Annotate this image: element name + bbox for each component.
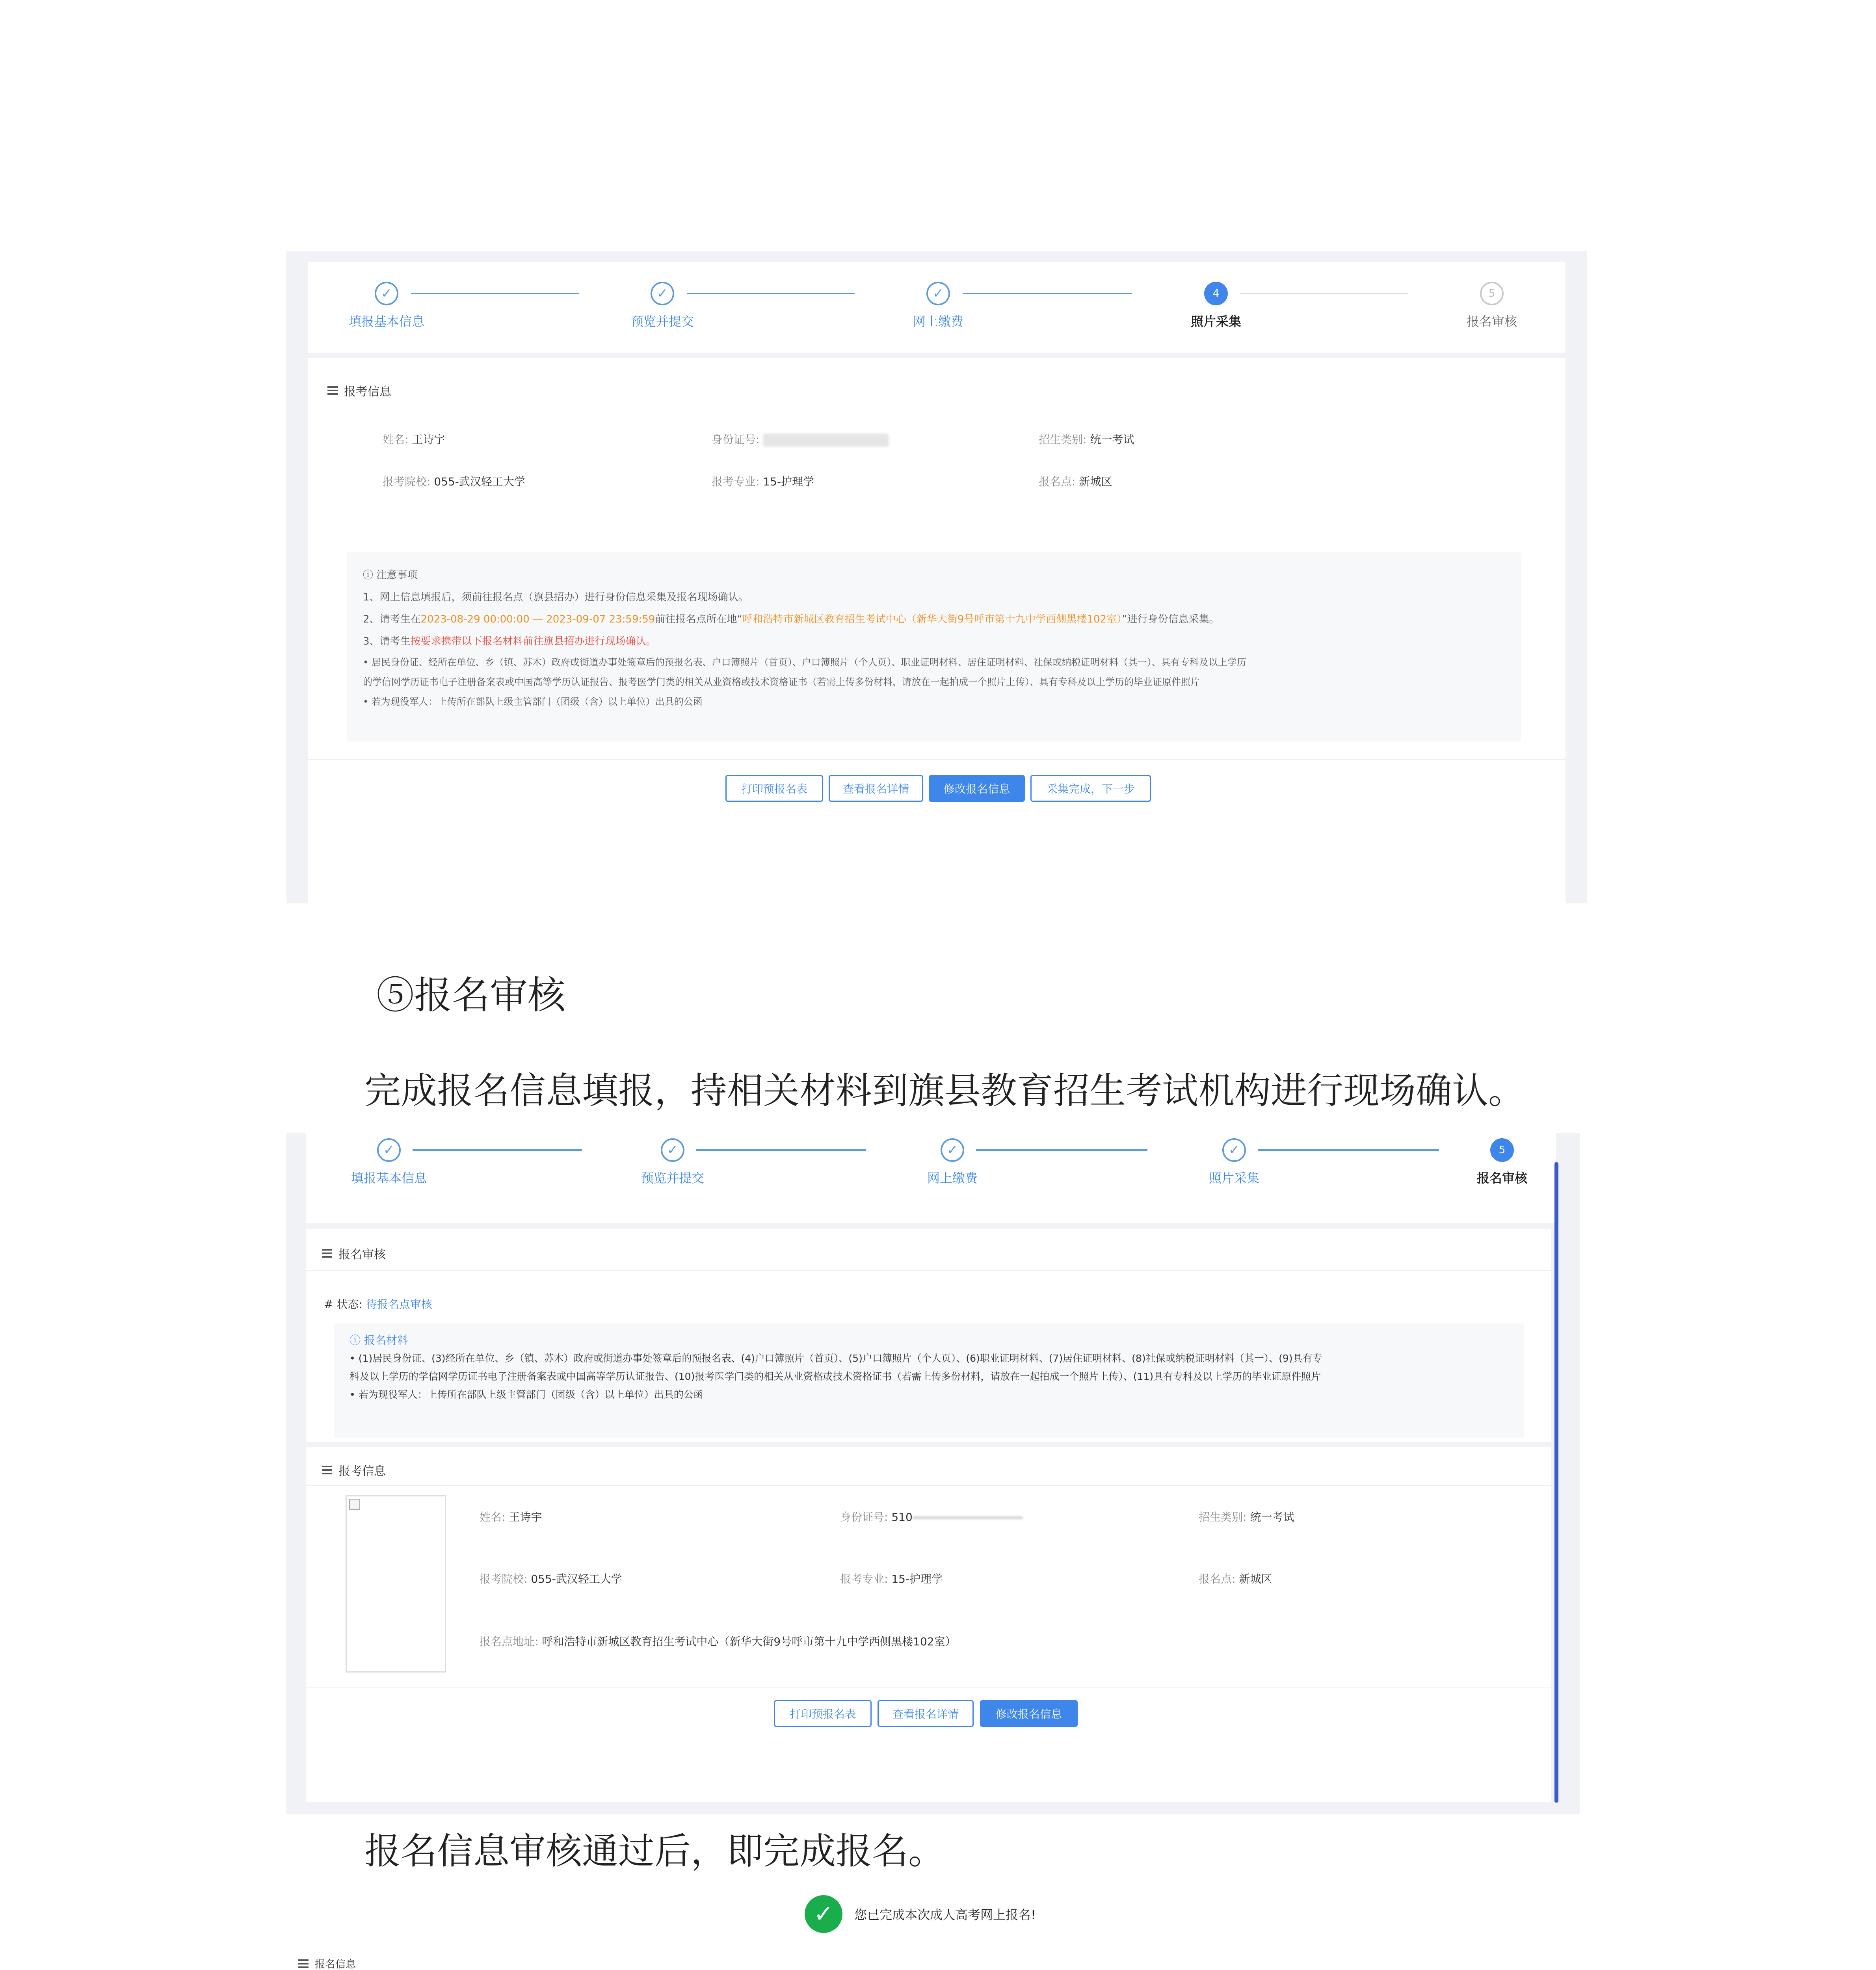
field-name: 姓名: 王诗宇 (480, 1511, 542, 1524)
step-fill-info[interactable]: ✓ 填报基本信息 (308, 282, 465, 330)
notice-line-3: 3、请考生按要求携带以下报名材料前往旗县招办进行现场确认。 (363, 636, 656, 647)
step-photo-collection[interactable]: 4 照片采集 (1137, 282, 1295, 330)
notice-line-5: 的学信网学历证书电子注册备案表或中国高等学历认证报告、报考医学门类的相关从业资格或技术资格证书（若需上传多份材料，请放在一起拍成一个照片上传）、具有专科及以上学历的毕业证原件照片 (363, 676, 1200, 688)
step-photo-collection[interactable]: ✓ 照片采集 (1155, 1138, 1313, 1186)
stepper-card (306, 1133, 1556, 1223)
print-preregistration-button[interactable]: 打印预报名表 (725, 775, 823, 802)
section-title-registration-info: 报名信息 (298, 1956, 356, 1970)
field-site: 报名点: 新城区 (1039, 475, 1112, 488)
materials-title: ⓘ 报名材料 (350, 1334, 408, 1347)
field-school: 报考院校: 055-武汉轻工大学 (480, 1572, 622, 1585)
scrollbar[interactable] (1554, 1162, 1558, 1803)
review-card (306, 1229, 1551, 1442)
check-circle-icon: ✓ (805, 1895, 842, 1933)
notice-line-6: • 若为现役军人：上传所在部队上级主管部门（团级（含）以上单位）出具的公函 (363, 696, 703, 707)
info-icon: ⓘ (350, 1334, 361, 1347)
status-line: # 状态: 待报名点审核 (324, 1298, 432, 1311)
field-major: 报考专业: 15-护理学 (712, 475, 814, 488)
field-id-number: 身份证号: 510 (840, 1509, 1023, 1524)
materials-line-2: 科及以上学历的学信网学历证书电子注册备案表或中国高等学历认证报告、(10)报考医学门类的相关从业资格或技术资格证书（若需上传多份材料，请放在一起拍成一个照片上传）、(11)具有专科及以上学历的毕业证原件照片 (350, 1371, 1321, 1382)
exam-info-card (306, 1447, 1551, 1802)
step-preview-submit[interactable]: ✓ 预览并提交 (584, 282, 741, 330)
field-school: 报考院校: 055-武汉轻工大学 (383, 475, 525, 488)
field-name: 姓名: 王诗宇 (383, 433, 445, 446)
paragraph-onsite-confirmation: 完成报名信息填报，持相关材料到旗县教育招生考试机构进行现场确认。 (364, 1070, 1525, 1112)
list-icon (322, 1249, 332, 1258)
view-registration-details-button[interactable]: 查看报名详情 (829, 775, 923, 802)
paragraph-registration-complete: 报名信息审核通过后，即完成报名。 (364, 1830, 945, 1872)
field-site-address: 报名点地址: 呼和浩特市新城区教育招生考试中心（新华大街9号呼市第十九中学西侧黑楼102室） (480, 1635, 956, 1648)
step-online-payment[interactable]: ✓ 网上缴费 (874, 1138, 1031, 1186)
materials-box (334, 1323, 1524, 1438)
field-site: 报名点: 新城区 (1199, 1572, 1272, 1585)
print-preregistration-button[interactable]: 打印预报名表 (774, 1700, 872, 1727)
materials-line-3: • 若为现役军人：上传所在部队上级主管部门（团级（含）以上单位）出具的公函 (350, 1389, 703, 1400)
screenshot-registration-success (286, 1883, 1587, 1970)
materials-line-1: • (1)居民身份证、(3)经所在单位、乡（镇、苏木）政府或街道办事处签章后的预报名表、(4)户口簿照片（首页）、(5)户口簿照片（个人页）、(6)职业证明材料、(7)居住证明材料、(8)社保或纳税证明材料（其一）、(9)具有专 (350, 1353, 1322, 1364)
step-registration-review[interactable]: 5 报名审核 (1413, 282, 1571, 330)
modify-registration-button[interactable]: 修改报名信息 (980, 1700, 1078, 1727)
field-category: 招生类别: 统一考试 (1199, 1511, 1294, 1524)
screenshot-registration-review (286, 1133, 1580, 1814)
view-registration-details-button[interactable]: 查看报名详情 (878, 1700, 974, 1727)
applicant-photo (346, 1495, 446, 1673)
success-banner: ✓ 您已完成本次成人高考网上报名! (805, 1895, 1036, 1933)
step-preview-submit[interactable]: ✓ 预览并提交 (594, 1138, 751, 1186)
notice-box (347, 552, 1521, 742)
field-major: 报考专业: 15-护理学 (840, 1572, 943, 1585)
list-icon (327, 386, 338, 395)
step-online-payment[interactable]: ✓ 网上缴费 (859, 282, 1017, 330)
status-badge: 待报名点审核 (366, 1298, 432, 1311)
stepper-card (308, 262, 1566, 353)
notice-line-1: 1、网上信息填报后，须前往报名点（旗县招办）进行身份信息采集及报名现场确认。 (363, 591, 749, 603)
section-title-exam-info: 报考信息 (322, 1461, 386, 1479)
notice-line-4: • 居民身份证、经所在单位、乡（镇、苏木）政府或街道办事处签章后的预报名表、户口簿照片（首页）、户口簿照片（个人页）、职业证明材料、居住证明材料、社保或纳税证明材料（其一）、具有专科及以上学历 (363, 657, 1246, 668)
notice-title: ⓘ 注意事项 (363, 569, 418, 581)
list-icon (298, 1959, 309, 1968)
heading-registration-review: ⑤报名审核 (376, 973, 565, 1017)
section-title-exam-info: 报考信息 (327, 382, 391, 399)
section-title-review: 报名审核 (322, 1245, 386, 1262)
notice-line-2: 2、请考生在2023-08-29 00:00:00 — 2023-09-07 23:59:59前往报名点所在地“呼和浩特市新城区教育招生考试中心（新华大街9号呼市第十九中学西侧黑楼102室）”进行身份信息采集。 (363, 613, 1220, 625)
list-icon (322, 1466, 332, 1474)
collection-done-next-button[interactable]: 采集完成，下一步 (1030, 775, 1151, 802)
modify-registration-button[interactable]: 修改报名信息 (929, 775, 1025, 802)
info-icon: ⓘ (363, 569, 374, 581)
field-category: 招生类别: 统一考试 (1039, 433, 1134, 446)
step-registration-review[interactable]: 5 报名审核 (1423, 1138, 1581, 1186)
screenshot-photo-collection (286, 251, 1587, 903)
field-id-number: 身份证号: (712, 431, 889, 447)
info-card (308, 358, 1566, 903)
step-fill-info[interactable]: ✓ 填报基本信息 (310, 1138, 468, 1186)
